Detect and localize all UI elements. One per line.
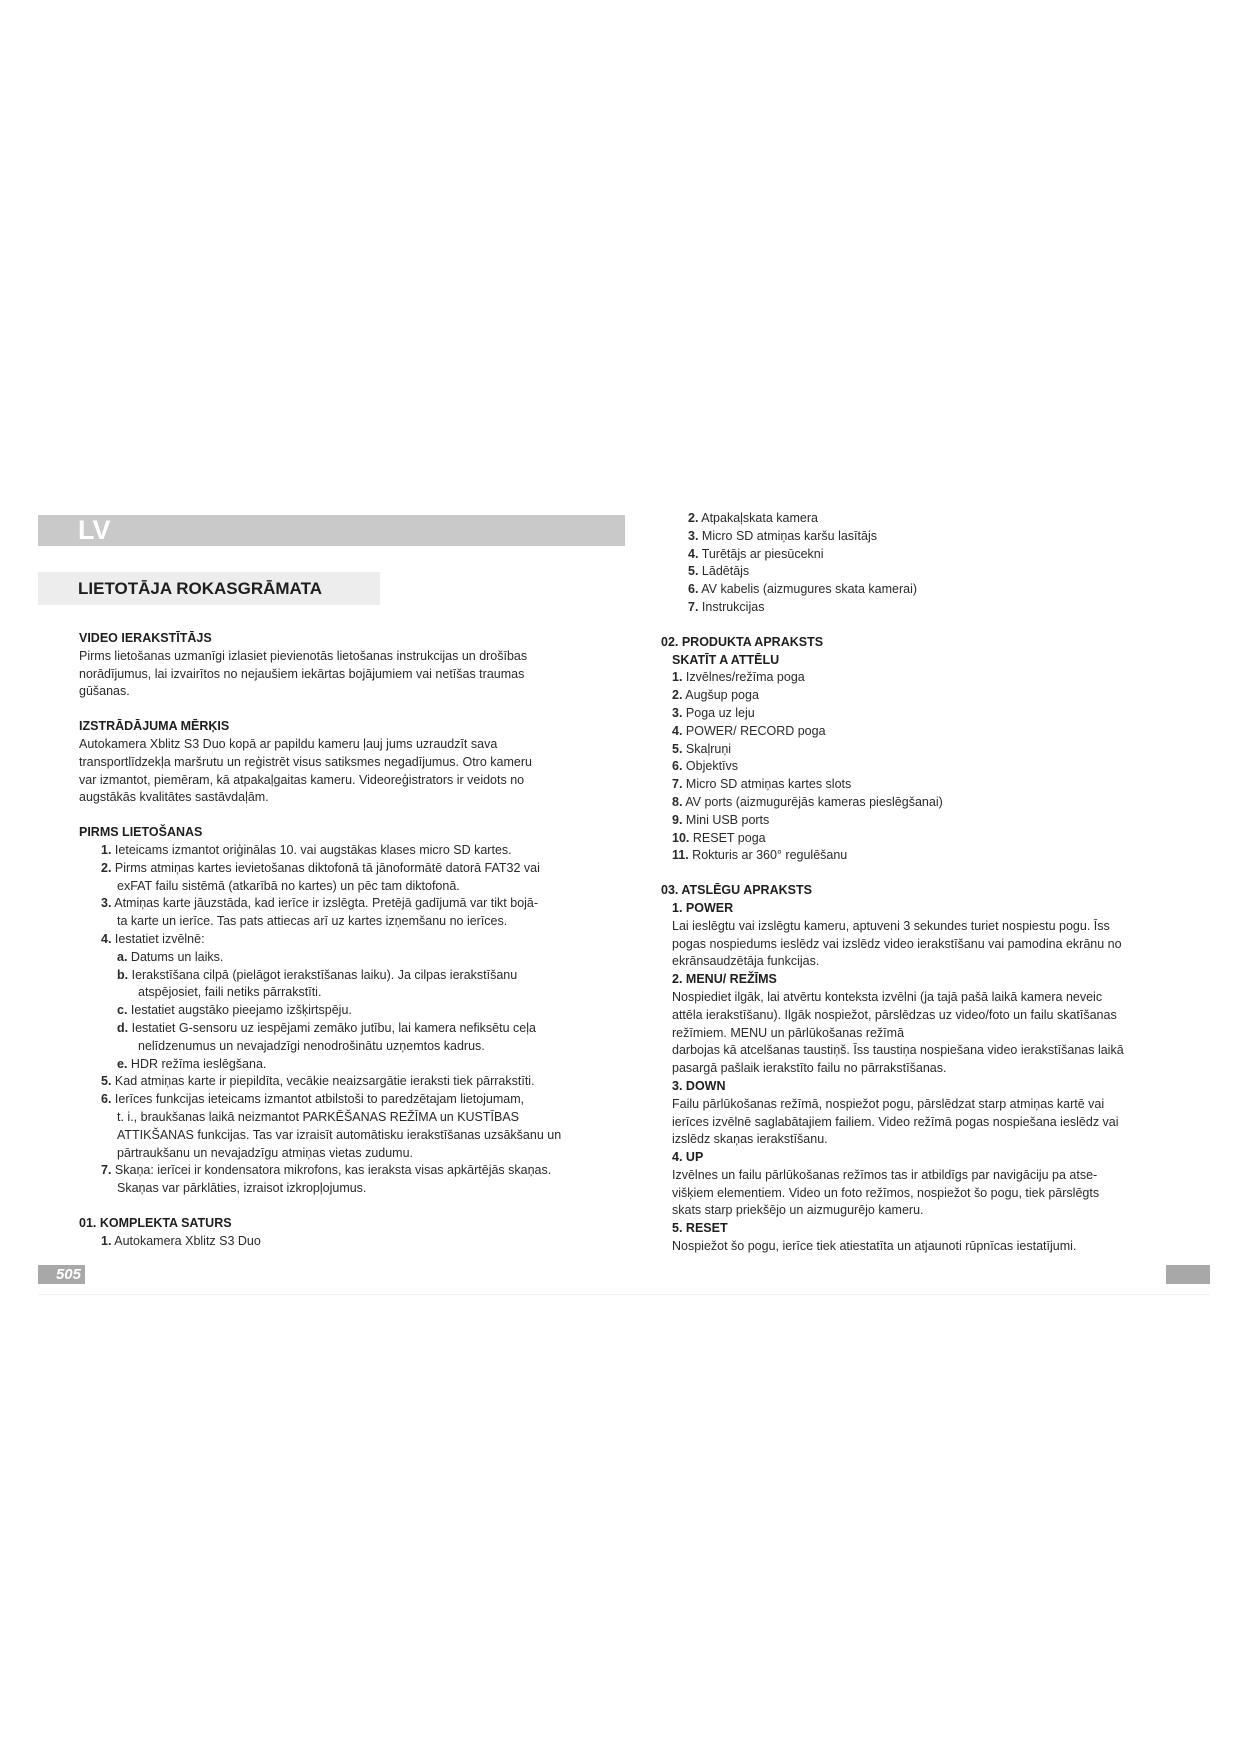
list-letter: e. — [117, 1056, 128, 1071]
paragraph-line: attēla ierakstīšanu). Ilgāk nospiežot, pārslēdzas uz video/foto un failu skatīšanas — [672, 1007, 1117, 1022]
footer-divider — [38, 1294, 1210, 1295]
paragraph-line: Nospiežot šo pogu, ierīce tiek atiestatīta un atjaunoti rūpnīcas iestatījumi. — [672, 1239, 1077, 1254]
list-item — [672, 741, 1172, 759]
list-item — [672, 776, 1172, 794]
list-text: AV kabelis (aizmugures skata kamerai) — [701, 582, 918, 597]
list-text: AV ports (aizmugurējās kameras pieslēgšanai) — [685, 794, 943, 809]
paragraph-line: gūšanas. — [79, 684, 130, 699]
list-item-continuation: Skaņas var pārklāties, izraisot izkropļojumus. — [117, 1181, 367, 1196]
list-text: Rokturis ar 360° regulēšanu — [692, 848, 848, 863]
list-text: Iestatiet augstāko pieejamo izšķirtspēju. — [130, 1003, 352, 1018]
list-item — [79, 895, 599, 913]
section-heading: VIDEO IERAKSTĪTĀJS — [79, 631, 212, 645]
key-name: DOWN — [685, 1078, 726, 1093]
list-item-continuation: exFAT failu sistēmā (atkarībā no kartes) un pēc tam diktofonā. — [117, 878, 460, 893]
key-name: POWER — [685, 900, 734, 915]
list-text: Micro SD atmiņas karšu lasītājs — [701, 528, 877, 543]
key-heading — [672, 1149, 1172, 1167]
manual-title: LIETOTĀJA ROKASGRĀMATA — [78, 579, 322, 598]
key-heading — [672, 1220, 1172, 1238]
list-item — [79, 1073, 599, 1091]
list-item — [79, 1233, 599, 1251]
key-heading — [672, 971, 1172, 989]
list-number: 6. — [688, 582, 699, 597]
paragraph-line: pogas nospiedums ieslēdz vai izslēdz video ierakstīšanu vai pamodina ekrānu no — [672, 936, 1122, 951]
list-text: Pirms atmiņas kartes ievietošanas diktofonā tā jānoformātē datorā FAT32 vai — [114, 860, 540, 875]
list-number: 4. — [101, 931, 112, 946]
list-item-continuation: ATTIKŠANAS funkcijas. Tas var izraisīt automātisku ierakstīšanas uzsākšanu un — [117, 1127, 562, 1142]
page-edge-tab — [1166, 1265, 1210, 1284]
key-name: RESET — [685, 1221, 728, 1236]
sub-heading: SKATĪT A ATTĒLU — [672, 652, 780, 667]
list-number: 4. — [688, 546, 699, 561]
paragraph-line: Lai ieslēgtu vai izslēgtu kameru, aptuveni 3 sekundes turiet nospiestu pogu. Īss — [672, 918, 1110, 933]
list-text: Izvēlnes/režīma poga — [685, 670, 805, 685]
paragraph-line: norādījumus, lai izvairītos no nejaušiem iekārtas bojājumiem vai netīšas traumas — [79, 666, 525, 681]
list-item — [672, 563, 1172, 581]
list-number: 1. — [101, 1233, 112, 1248]
sub-list-continuation: nelīdzenumus un nevajadzīgi nenodrošinātu uzņemtos kadrus. — [138, 1038, 485, 1053]
list-text: Turētājs ar piesūcekni — [701, 546, 824, 561]
list-text: Instrukcijas — [701, 599, 765, 614]
list-text: Datums un laiks. — [130, 949, 224, 964]
sub-list-item — [79, 949, 599, 967]
sub-list-item — [79, 1056, 599, 1074]
paragraph-line: izslēdz skaņas ierakstīšanu. — [672, 1132, 828, 1147]
list-item — [672, 705, 1172, 723]
list-text: Poga uz leju — [685, 705, 755, 720]
list-item — [672, 510, 1172, 528]
list-text: Skaļruņi — [685, 741, 732, 756]
paragraph-line: darbojas kā atcelšanas taustiņš. Īss taustiņa nospiešana video ierakstīšanas laikā — [672, 1043, 1124, 1058]
list-item — [672, 758, 1172, 776]
list-number: 7. — [688, 599, 699, 614]
sub-list-item — [79, 1020, 599, 1038]
list-item — [672, 669, 1172, 687]
page-number-box — [38, 1265, 85, 1284]
list-item — [672, 830, 1172, 848]
paragraph-line: režīmiem. MENU un pārlūkošanas režīmā — [672, 1025, 905, 1040]
sub-list-continuation: atspējosiet, faili netiks pārrakstīti. — [138, 985, 322, 1000]
paragraph-line: pasargā pašlaik ierakstīto failu no pārrakstīšanas. — [672, 1061, 947, 1076]
list-item — [79, 1091, 599, 1109]
paragraph-line: ekrānsaudzētāja funkcijas. — [672, 954, 820, 969]
list-item — [672, 812, 1172, 830]
paragraph-line: višķiem elementiem. Video un foto režīmos, nospiežot šo pogu, tiek pārslēgts — [672, 1185, 1100, 1200]
list-number: 1. — [101, 842, 112, 857]
list-number: 2. — [672, 688, 683, 703]
sub-list-item — [79, 1002, 599, 1020]
paragraph-line: Izvēlnes un failu pārlūkošanas režīmos tas ir atbildīgs par navigāciju pa atse- — [672, 1167, 1098, 1182]
key-name: MENU/ REŽĪMS — [685, 972, 777, 987]
list-text: Ierīces funkcijas ieteicams izmantot atbilstoši to paredzētajam lietojumam, — [114, 1092, 525, 1107]
list-text: Iestatiet izvēlnē: — [114, 931, 205, 946]
list-text: Micro SD atmiņas kartes slots — [685, 777, 852, 792]
list-item-continuation: pārtraukšanu un nevajadzīgu atmiņas vietas zudumu. — [117, 1145, 414, 1160]
paragraph-line: skats starp priekšējo un aizmugurējo kameru. — [672, 1203, 924, 1218]
list-number: 7. — [672, 777, 683, 792]
list-text: RESET poga — [692, 830, 766, 845]
list-item — [672, 687, 1172, 705]
list-text: HDR režīma ieslēgšana. — [130, 1056, 267, 1071]
paragraph-line: Nospiediet ilgāk, lai atvērtu konteksta izvēlni (ja tajā pašā laikā kamera neveic — [672, 989, 1103, 1004]
list-number: 5. — [101, 1074, 112, 1089]
list-number: 7. — [101, 1163, 112, 1178]
left-column — [79, 630, 599, 1251]
list-item — [672, 528, 1172, 546]
paragraph-line: ierīces izvēlnē saglabātajiem failiem. Video režīmā pogas nospiešana ieslēdz vai — [672, 1114, 1119, 1129]
list-text: Ierakstīšana cilpā (pielāgot ierakstīšanas laiku). Ja cilpas ierakstīšanu — [131, 967, 518, 982]
list-text: Mini USB ports — [685, 812, 770, 827]
paragraph-line: Pirms lietošanas uzmanīgi izlasiet pievienotās lietošanas instrukcijas un drošības — [79, 648, 528, 663]
list-item — [672, 723, 1172, 741]
list-text: Ieteicams izmantot oriģinālas 10. vai augstākas klases micro SD kartes. — [114, 842, 512, 857]
language-code: LV — [78, 515, 111, 545]
list-number: 11. — [672, 848, 689, 863]
list-text: Autokamera Xblitz S3 Duo — [114, 1233, 261, 1248]
paragraph-line: transportlīdzekļa maršrutu un reģistrēt visus satiksmes negadījumus. Otro kameru — [79, 754, 532, 769]
paragraph-line: Autokamera Xblitz S3 Duo kopā ar papildu kameru ļauj jums uzraudzīt sava — [79, 736, 498, 751]
section-heading: 02. PRODUKTA APRAKSTS — [661, 634, 824, 649]
list-letter: c. — [117, 1003, 128, 1018]
list-item — [672, 847, 1172, 865]
list-number: 6. — [672, 759, 683, 774]
list-item — [672, 581, 1172, 599]
section-heading: IZSTRĀDĀJUMA MĒRĶIS — [79, 719, 230, 734]
paragraph-line: augstākās kvalitātes sastāvdaļām. — [79, 790, 269, 805]
list-number: 9. — [672, 812, 683, 827]
language-bar — [38, 515, 625, 546]
list-item — [672, 599, 1172, 617]
key-number: 5. — [672, 1221, 683, 1236]
list-number: 4. — [672, 723, 683, 738]
list-text: Augšup poga — [685, 688, 759, 703]
key-heading — [672, 1078, 1172, 1096]
page-number: 505 — [55, 1266, 81, 1283]
manual-title-box — [38, 572, 380, 605]
key-number: 3. — [672, 1078, 683, 1093]
list-item — [79, 860, 599, 878]
list-number: 3. — [101, 896, 112, 911]
key-heading — [672, 900, 1172, 918]
list-text: Skaņa: ierīcei ir kondensatora mikrofons, kas ieraksta visas apkārtējās skaņas. — [114, 1163, 552, 1178]
list-text: Objektīvs — [685, 759, 739, 774]
list-number: 5. — [688, 564, 699, 579]
sub-list-item — [79, 967, 599, 985]
list-text: Lādētājs — [701, 564, 750, 579]
key-number: 1. — [672, 900, 683, 915]
list-item — [79, 1162, 599, 1180]
list-letter: d. — [117, 1020, 129, 1035]
paragraph-line: var izmantot, piemēram, kā atpakaļgaitas kameru. Videoreģistrators ir veidots no — [79, 772, 525, 787]
list-item-continuation: ta karte un ierīce. Tas pats attiecas arī uz kartes izņemšanu no ierīces. — [117, 914, 508, 929]
list-number: 6. — [101, 1092, 112, 1107]
list-text: Kad atmiņas karte ir piepildīta, vecākie neaizsargātie ieraksti tiek pārrakstīti. — [114, 1074, 535, 1089]
list-letter: a. — [117, 949, 128, 964]
list-number: 3. — [672, 705, 683, 720]
right-column — [661, 510, 1172, 1256]
list-letter: b. — [117, 967, 129, 982]
list-number: 8. — [672, 794, 683, 809]
section-heading: 03. ATSLĒGU APRAKSTS — [661, 883, 812, 898]
list-number: 5. — [672, 741, 683, 756]
list-text: Iestatiet G-sensoru uz iespējami zemāko jutību, lai kamera nefiksētu ceļa — [131, 1020, 536, 1035]
list-text: POWER/ RECORD poga — [685, 723, 826, 738]
list-item-continuation: t. i., braukšanas laikā neizmantot PARKĒŠANAS REŽĪMA un KUSTĪBAS — [117, 1109, 520, 1124]
list-text: Atpakaļskata kamera — [701, 511, 818, 525]
list-number: 1. — [672, 670, 683, 685]
key-name: UP — [685, 1150, 704, 1165]
list-item — [79, 931, 599, 949]
list-item — [79, 842, 599, 860]
list-number: 3. — [688, 528, 699, 543]
list-text: Atmiņas karte jāuzstāda, kad ierīce ir izslēgta. Pretējā gadījumā var tikt bojā- — [114, 896, 539, 911]
list-number: 2. — [688, 511, 699, 525]
paragraph-line: Failu pārlūkošanas režīmā, nospiežot pogu, pārslēdzat starp atmiņas kartē vai — [672, 1096, 1105, 1111]
list-number: 10. — [672, 830, 690, 845]
section-heading: PIRMS LIETOŠANAS — [79, 825, 203, 840]
key-number: 2. — [672, 972, 683, 987]
list-item — [672, 546, 1172, 564]
list-item — [672, 794, 1172, 812]
section-heading: 01. KOMPLEKTA SATURS — [79, 1215, 232, 1230]
key-number: 4. — [672, 1150, 683, 1165]
list-number: 2. — [101, 860, 112, 875]
